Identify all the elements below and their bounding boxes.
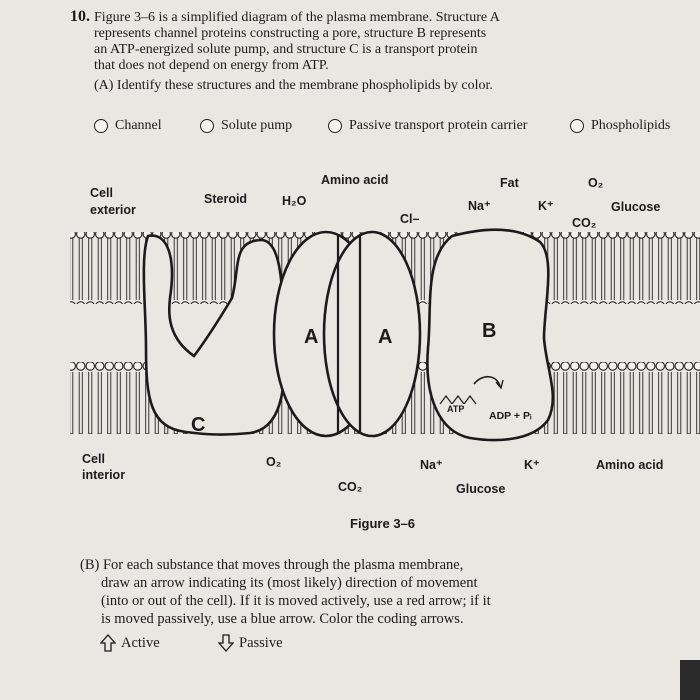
- question-line-3: an ATP-energized solute pump, and structure C is a transport protein: [94, 42, 478, 57]
- page-edge-shadow: [680, 660, 700, 700]
- part-b-line-1: (B) For each substance that moves through the plasma membrane,: [80, 557, 464, 573]
- plasma-membrane-diagram: [0, 228, 700, 458]
- k-bottom-label: K⁺: [524, 458, 540, 472]
- option-passive-carrier[interactable]: [328, 118, 527, 134]
- cl-label: Cl–: [400, 212, 420, 226]
- question-line-5: (A) Identify these structures and the membrane phospholipids by color.: [94, 78, 493, 93]
- radio-circle-icon[interactable]: [328, 119, 342, 133]
- active-arrow-legend: [100, 634, 160, 652]
- o2-bottom-label: O₂: [266, 455, 282, 469]
- amino-acid-bottom-label: Amino acid: [596, 458, 664, 472]
- option-label: Passive transport protein carrier: [349, 118, 528, 133]
- radio-circle-icon[interactable]: [200, 119, 214, 133]
- fat-label: Fat: [500, 176, 519, 190]
- option-solute-pump[interactable]: [200, 118, 292, 134]
- up-arrow-icon: [100, 634, 116, 652]
- h2o-label: H₂O: [282, 194, 307, 208]
- figure-caption: Figure 3–6: [350, 516, 416, 531]
- part-b-line-3: (into or out of the cell). If it is moved actively, use a red arrow; if it: [101, 593, 491, 609]
- co2-top-label: CO₂: [572, 216, 597, 230]
- o2-top-label: O₂: [588, 176, 604, 190]
- question-line-4: that does not depend on energy from ATP.: [94, 58, 329, 73]
- structure-b-label: B: [482, 320, 497, 342]
- option-label: Phospholipids: [591, 118, 671, 133]
- cell-exterior-label-2: exterior: [90, 203, 136, 217]
- radio-circle-icon[interactable]: [570, 119, 584, 133]
- cell-exterior-label-1: Cell: [90, 186, 113, 200]
- amino-acid-top-label: Amino acid: [321, 173, 389, 187]
- cell-interior-label-1: Cell: [82, 452, 105, 466]
- k-top-label: K⁺: [538, 199, 554, 213]
- color-key-options: [94, 118, 694, 142]
- question-line-1: Figure 3–6 is a simplified diagram of the plasma membrane. Structure A: [94, 10, 500, 25]
- question-number: 10.: [70, 8, 90, 25]
- glucose-top-label: Glucose: [611, 200, 661, 214]
- structure-c-label: C: [191, 414, 206, 436]
- question-line-2: represents channel proteins constructing a pore, structure B represents: [94, 26, 487, 41]
- passive-arrow-legend: [218, 634, 283, 652]
- glucose-bottom-label: Glucose: [456, 482, 506, 496]
- option-phospholipids[interactable]: [570, 118, 670, 134]
- steroid-label: Steroid: [204, 192, 248, 206]
- structure-a-label-left: A: [304, 326, 319, 348]
- na-bottom-label: Na⁺: [420, 458, 443, 472]
- structure-a-label-right: A: [378, 326, 393, 348]
- part-b-line-2: draw an arrow indicating its (most likely) direction of movement: [101, 575, 478, 591]
- part-b-line-4: is moved passively, use a blue arrow. Color the coding arrows.: [101, 611, 464, 627]
- option-label: Channel: [115, 118, 162, 133]
- down-arrow-icon: [218, 634, 234, 652]
- option-label: Solute pump: [221, 118, 293, 133]
- cell-interior-label-2: interior: [82, 468, 126, 482]
- adp-label: ADP + Pᵢ: [489, 410, 532, 422]
- active-label: Active: [121, 634, 160, 651]
- atp-label: ATP: [447, 404, 465, 414]
- radio-circle-icon[interactable]: [94, 119, 108, 133]
- na-top-label: Na⁺: [468, 199, 491, 213]
- option-channel[interactable]: [94, 118, 162, 134]
- passive-label: Passive: [239, 634, 283, 651]
- co2-bottom-label: CO₂: [338, 480, 363, 494]
